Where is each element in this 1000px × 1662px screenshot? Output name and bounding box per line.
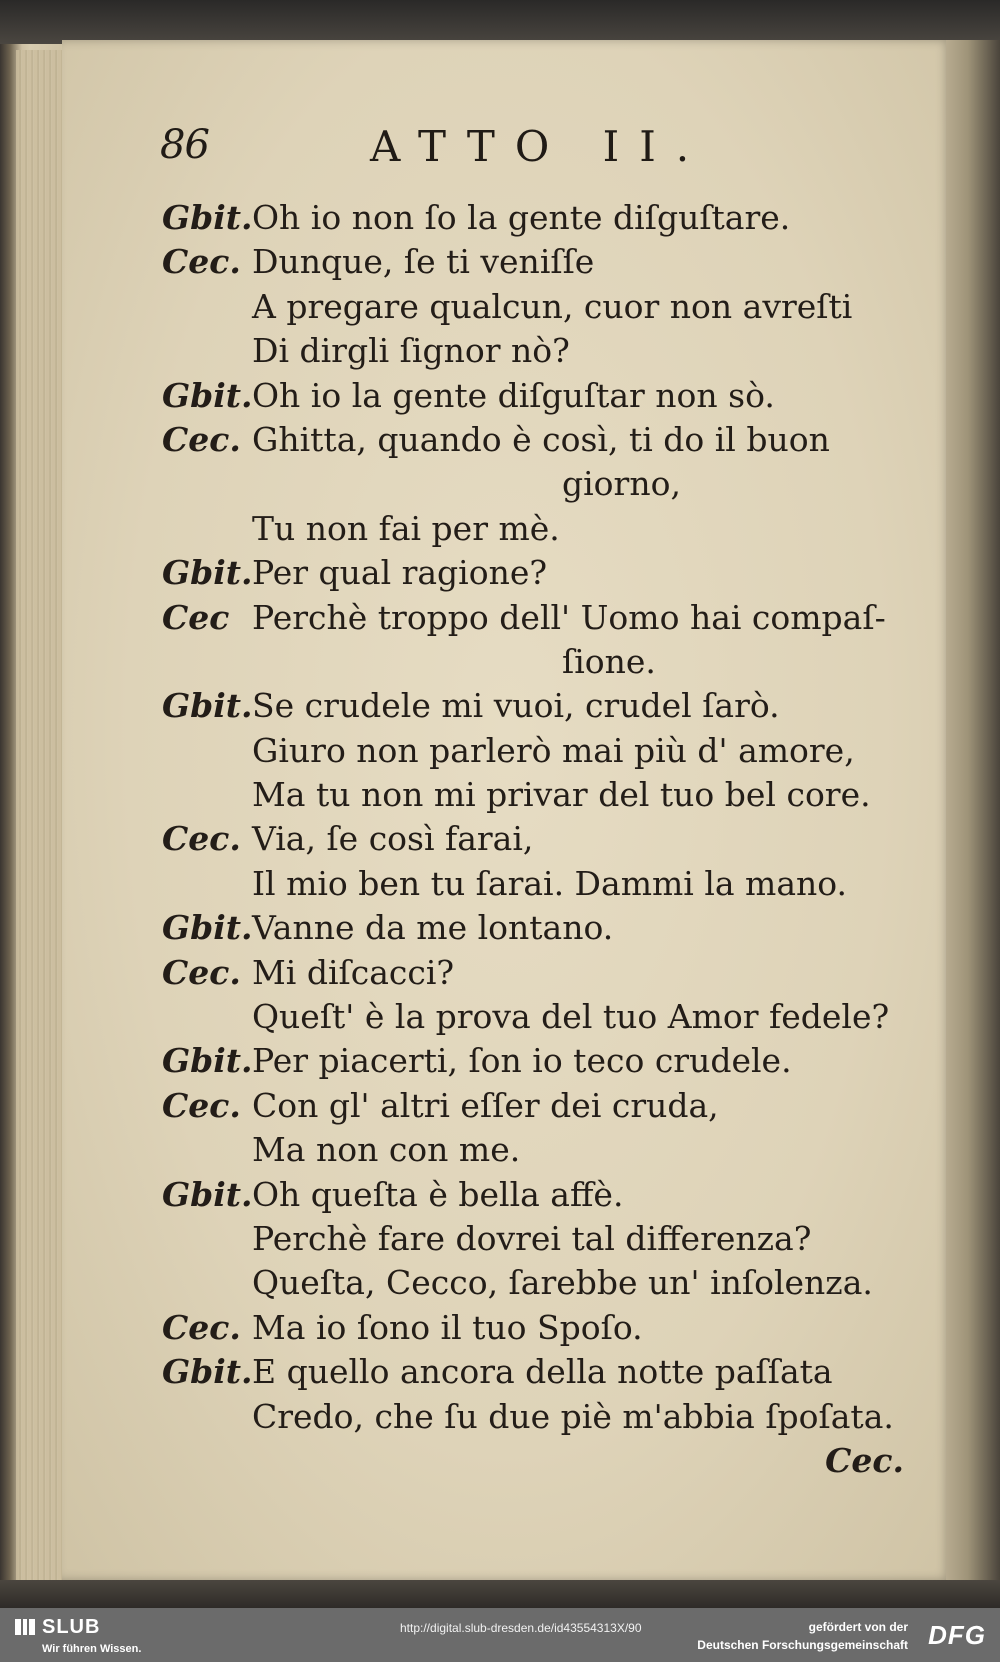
line-text: Ghitta, quando è così, ti do il buon: [252, 419, 830, 459]
line-text: Ma non con me.: [252, 1130, 521, 1170]
dialogue-line: [162, 817, 922, 861]
dialogue-line: [162, 285, 922, 329]
line-text: Perchè fare dovrei tal differenza?: [252, 1218, 812, 1258]
line-text: Tu non fai per mè.: [252, 508, 560, 548]
dialogue-line: [162, 729, 922, 773]
line-text: A pregare qualcun, cuor non avreſti: [252, 286, 853, 326]
line-text: E quello ancora della notte paſſata: [252, 1352, 833, 1392]
dialogue-line: [162, 596, 922, 640]
dialogue-line: [162, 906, 922, 950]
speaker-name: Cec.: [162, 242, 241, 282]
line-text: ſione.: [562, 641, 656, 681]
act-title: ATTO II.: [370, 122, 710, 171]
page-number: 86: [160, 122, 209, 168]
speaker-name: Cec.: [162, 1307, 241, 1347]
dialogue-line: [162, 1039, 922, 1083]
line-text: Ma io ſono il tuo Spoſo.: [252, 1307, 643, 1347]
dialogue-line: [162, 507, 922, 551]
line-text: Perchè troppo dell' Uomo hai compaſ-: [252, 597, 886, 637]
line-text: giorno,: [562, 464, 681, 504]
dialogue-line: [162, 196, 922, 240]
dialogue-line: [162, 1306, 922, 1350]
line-text: Via, ſe così farai,: [252, 819, 534, 859]
speaker-name: Gbit.: [162, 908, 253, 948]
funding-note: [697, 1618, 908, 1654]
permalink-url[interactable]: http://digital.slub-dresden.de/id43554313X/90: [400, 1621, 642, 1635]
line-text: Dunque, ſe ti veniſſe: [252, 242, 595, 282]
library-name: SLUB: [42, 1616, 101, 1638]
line-text: Oh io la gente diſguſtar non sò.: [252, 375, 775, 415]
speaker-name: Gbit.: [162, 198, 253, 237]
dialogue-line: [162, 418, 922, 462]
dialogue-line: [162, 1395, 922, 1439]
line-text: Oh queſta è bella affè.: [252, 1174, 624, 1214]
dialogue-line: [162, 995, 922, 1039]
speaker-name: Cec.: [162, 952, 241, 992]
dialogue-line: [162, 1261, 922, 1305]
dialogue-line: [162, 951, 922, 995]
dialogue-line: [162, 329, 922, 373]
line-text: Vanne da me lontano.: [252, 908, 614, 948]
line-text: Queſta, Cecco, ſarebbe un' inſolenza.: [252, 1263, 873, 1303]
dialogue-line: [162, 862, 922, 906]
speaker-name: Cec.: [162, 819, 241, 859]
line-text: Se crudele mi vuoi, crudel ſarò.: [252, 686, 780, 726]
dfg-logo[interactable]: DFG: [928, 1620, 986, 1650]
dialogue-line: [162, 462, 922, 506]
dialogue-line: [162, 640, 922, 684]
dialogue-line: [162, 1173, 922, 1217]
line-text: Per piacerti, ſon io teco crudele.: [252, 1041, 792, 1081]
speaker-name: Gbit.: [162, 375, 253, 415]
scan-top-edge: [0, 0, 1000, 44]
speaker-name: Gbit.: [162, 686, 253, 726]
dialogue-line: [162, 684, 922, 728]
line-text: Ma tu non mi privar del tuo bel core.: [252, 775, 871, 815]
line-text: Giuro non parlerò mai più d' amore,: [252, 730, 855, 770]
line-text: Oh io non ſo la gente diſguſtare.: [252, 198, 791, 237]
speaker-name: Cec.: [162, 1085, 241, 1125]
dialogue-line: [162, 1084, 922, 1128]
dialogue-line: [162, 240, 922, 284]
speaker-name: Gbit.: [162, 1174, 253, 1214]
dialogue-line: [162, 773, 922, 817]
dialogue-line: [162, 551, 922, 595]
dialogue-line: [162, 374, 922, 418]
catchword: Cec.: [825, 1440, 904, 1480]
dialogue-line: [162, 1128, 922, 1172]
library-tagline: Wir führen Wissen.: [42, 1643, 142, 1655]
speaker-name: Gbit.: [162, 1352, 253, 1392]
viewer-footer: [0, 1608, 1000, 1662]
dialogue-text: [162, 196, 922, 1483]
page-header: [160, 122, 920, 182]
line-text: Il mio ben tu ſarai. Dammi la mano.: [252, 863, 848, 903]
line-text: Queſt' è la prova del tuo Amor fedele?: [252, 997, 890, 1037]
line-text: Di dirgli ſignor nò?: [252, 331, 570, 371]
line-text: Credo, che ſu due piè m'abbia ſpoſata.: [252, 1396, 894, 1436]
dialogue-line: [162, 1350, 922, 1394]
catchword-line: [162, 1439, 922, 1483]
funding-line-1: gefördert von der: [808, 1620, 908, 1634]
slub-logo-block[interactable]: [14, 1616, 142, 1655]
speaker-name: Cec.: [162, 419, 241, 459]
scan-right-edge: [946, 40, 1000, 1580]
line-text: Con gl' altri eſſer dei cruda,: [252, 1085, 719, 1125]
speaker-name: Gbit.: [162, 553, 253, 593]
scan-bottom-edge: [0, 1580, 1000, 1608]
funding-line-2: Deutschen Forschungsgemeinschaft: [697, 1638, 908, 1652]
slub-logo-icon: [14, 1616, 36, 1638]
speaker-name: Cec: [162, 597, 230, 637]
dialogue-line: [162, 1217, 922, 1261]
speaker-name: Gbit.: [162, 1041, 253, 1081]
line-text: Per qual ragione?: [252, 553, 548, 593]
line-text: Mi diſcacci?: [252, 952, 455, 992]
